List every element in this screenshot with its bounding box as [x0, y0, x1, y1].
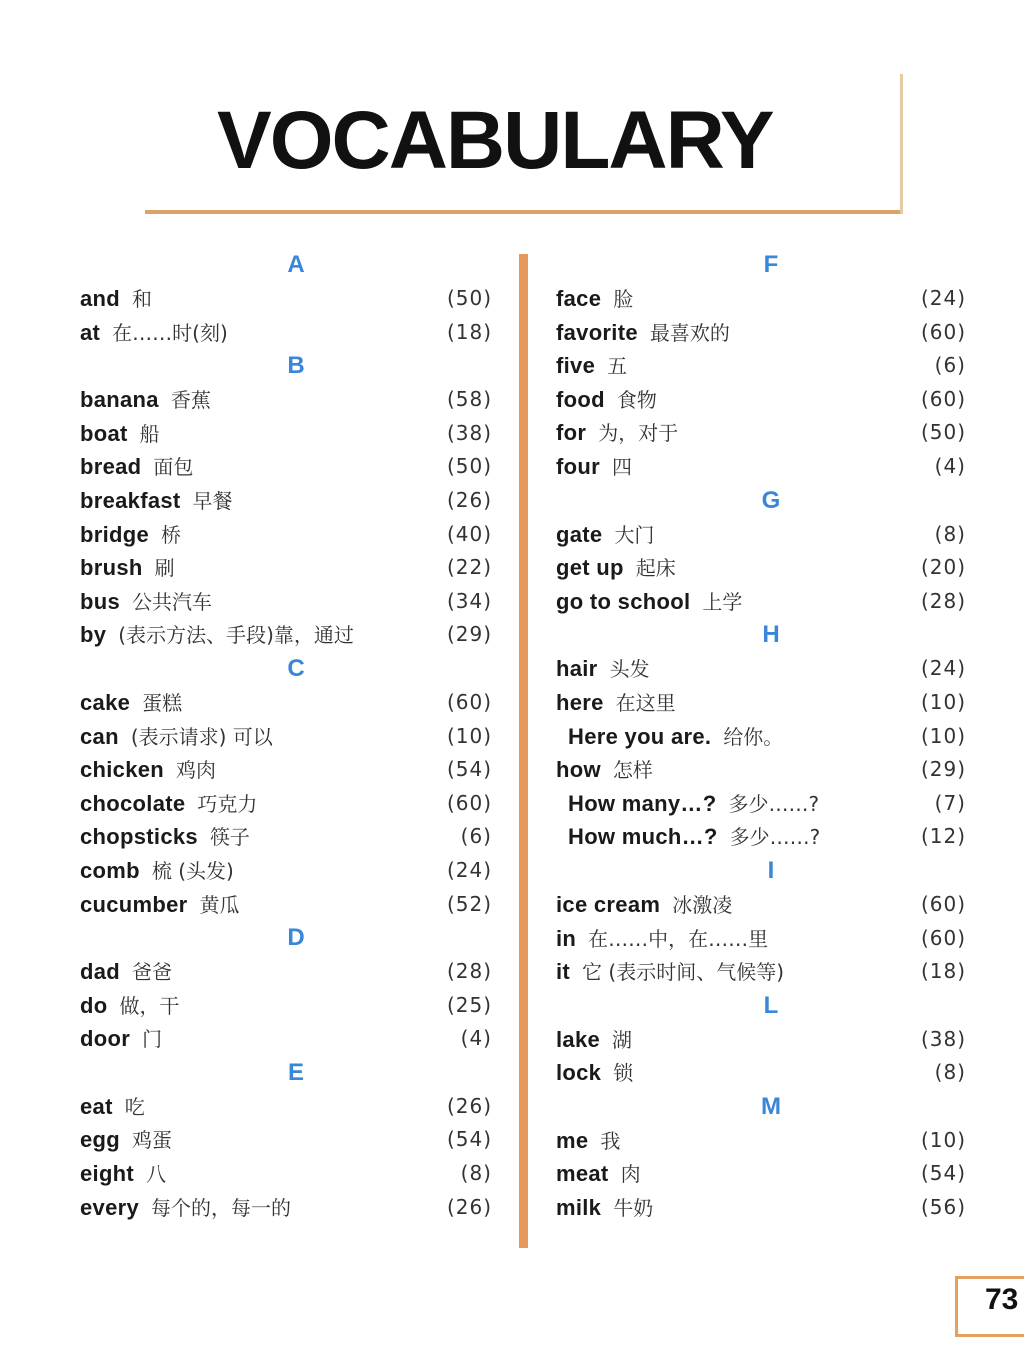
vocab-page-ref: (60)	[920, 319, 966, 344]
vocab-translation: 做，干	[119, 993, 180, 1018]
title-side-rule	[900, 74, 903, 214]
vocab-translation: 大门	[614, 522, 655, 547]
vocab-word: me	[556, 1127, 589, 1153]
vocab-page-ref: (52)	[446, 891, 492, 916]
vocab-entry	[80, 551, 492, 585]
vocab-word: comb	[80, 857, 140, 883]
vocab-translation: 锁	[613, 1061, 634, 1086]
vocab-word: get up	[556, 555, 624, 581]
vocab-translation: 给你。	[723, 724, 784, 749]
vocab-entry	[556, 585, 966, 619]
vocab-page-ref: (54)	[920, 1161, 966, 1186]
vocab-page-ref: (10)	[920, 723, 966, 748]
vocab-translation: 早餐	[192, 488, 233, 513]
vocab-page-ref: (50)	[446, 454, 492, 479]
vocab-page-ref: (24)	[446, 857, 492, 882]
vocab-translation: 梳 (头发)	[151, 858, 234, 883]
vocab-page-ref: (28)	[446, 959, 492, 984]
section-letter-i: I	[767, 856, 775, 884]
vocab-page-ref: (10)	[446, 723, 492, 748]
vocab-translation: 在……中，在……里	[588, 926, 769, 951]
vocab-page-ref: (10)	[920, 1127, 966, 1152]
section-letter-d: D	[287, 924, 305, 952]
vocab-page-ref: (6)	[934, 353, 966, 378]
vocab-word: lock	[556, 1060, 602, 1086]
vocab-translation: 吃	[124, 1094, 145, 1119]
vocab-word: chicken	[80, 757, 165, 783]
vocab-entry	[80, 484, 492, 518]
vocab-translation: 在……时(刻)	[112, 320, 228, 345]
vocab-entry	[80, 720, 492, 754]
vocab-translation: 为，对于	[598, 421, 679, 446]
vocab-entry	[556, 922, 966, 956]
vocab-entry	[556, 720, 966, 754]
vocab-page-ref: (8)	[460, 1161, 492, 1186]
vocab-page-ref: (50)	[920, 420, 966, 445]
vocab-page-ref: (34)	[446, 588, 492, 613]
vocab-entry	[80, 1090, 492, 1124]
vocab-word: meat	[556, 1161, 609, 1187]
vocab-word: banana	[80, 387, 159, 413]
vocab-word: here	[556, 689, 604, 715]
vocab-page-ref: (56)	[920, 1195, 966, 1220]
vocab-page-ref: (50)	[446, 286, 492, 310]
vocab-word: How many…?	[568, 790, 717, 816]
vocab-entry	[556, 383, 966, 417]
vocab-word: it	[556, 959, 571, 985]
vocab-translation: 巧克力	[197, 791, 258, 816]
vocab-entry	[556, 450, 966, 484]
vocab-translation: 门	[142, 1027, 163, 1052]
vocab-page-ref: (29)	[446, 622, 492, 647]
vocab-word: can	[80, 723, 119, 749]
vocab-entry	[80, 1191, 492, 1225]
vocab-entry	[80, 854, 492, 888]
vocab-page-ref: (25)	[446, 992, 492, 1017]
vocab-entry	[80, 417, 492, 451]
vocab-page-ref: (8)	[934, 521, 966, 546]
vocab-word: go to school	[556, 588, 691, 614]
vocab-entry	[556, 518, 966, 552]
vocab-word: four	[556, 453, 600, 479]
vocab-translation: 食物	[616, 387, 657, 412]
vocab-translation: 在这里	[615, 690, 676, 715]
vocab-page-ref: (60)	[920, 925, 966, 950]
vocab-word: hair	[556, 656, 598, 682]
vocab-word: for	[556, 420, 587, 446]
section-letter-e: E	[287, 1058, 304, 1086]
vocab-word: food	[556, 386, 605, 412]
section-letter-m: M	[761, 1092, 781, 1120]
vocab-page-ref: (38)	[446, 420, 492, 445]
vocab-translation: 黄瓜	[199, 892, 240, 917]
vocab-entry	[556, 316, 966, 350]
vocab-word: cake	[80, 689, 131, 715]
vocab-entry	[80, 888, 492, 922]
vocab-translation: 蛋糕	[142, 690, 183, 715]
vocab-page-ref: (26)	[446, 487, 492, 512]
vocab-translation: 每个的，每一的	[151, 1195, 292, 1220]
vocab-entry	[80, 316, 492, 350]
vocab-word: do	[80, 992, 108, 1018]
vocab-word: in	[556, 925, 577, 951]
vocab-entry	[80, 518, 492, 552]
vocab-page-ref: (20)	[920, 555, 966, 580]
vocab-entry	[556, 1056, 966, 1090]
vocab-word: and	[80, 286, 121, 311]
vocab-entry	[556, 1191, 966, 1225]
vocab-translation: 它 (表示时间、气候等)	[582, 960, 785, 985]
vocab-entry	[556, 820, 966, 854]
vocab-entry	[80, 1157, 492, 1191]
vocab-word: every	[80, 1194, 140, 1220]
vocab-entry	[556, 416, 966, 450]
vocab-page-ref: (40)	[446, 521, 492, 546]
vocab-page-ref: (60)	[920, 386, 966, 411]
vocab-entry	[80, 820, 492, 854]
vocab-page-ref: (38)	[920, 1026, 966, 1051]
vocab-page-ref: (12)	[920, 824, 966, 849]
vocab-entry	[556, 686, 966, 720]
vocab-translation: 五	[607, 354, 628, 379]
vocab-word: brush	[80, 555, 143, 581]
vocab-translation: 公共汽车	[132, 589, 213, 614]
section-letter-c: C	[287, 654, 305, 682]
vocab-translation: 上学	[702, 589, 743, 614]
vocab-word: bridge	[80, 521, 150, 547]
vocab-word: bus	[80, 588, 121, 614]
vocab-page-ref: (60)	[920, 891, 966, 916]
vocab-word: gate	[556, 521, 603, 547]
left-column	[80, 248, 492, 1224]
vocab-translation: 头发	[609, 657, 650, 682]
vocab-page-ref: (60)	[446, 689, 492, 714]
vocab-page-ref: (8)	[934, 1060, 966, 1085]
vocab-page-ref: (18)	[920, 959, 966, 984]
vocab-entry	[556, 1023, 966, 1057]
vocab-word: how	[556, 757, 601, 783]
vocab-entry	[80, 686, 492, 720]
vocab-word: favorite	[556, 319, 638, 345]
vocab-entry	[80, 618, 492, 652]
vocab-page-ref: (4)	[934, 453, 966, 478]
vocab-translation: (表示方法、手段)靠，通过	[118, 623, 354, 648]
vocab-word: egg	[80, 1127, 121, 1153]
vocab-translation: 鸡蛋	[132, 1128, 173, 1153]
vocab-entry	[80, 585, 492, 619]
vocab-entry	[556, 652, 966, 686]
vocab-word: cucumber	[80, 891, 188, 917]
vocab-translation: 怎样	[612, 758, 653, 783]
vocab-page-ref: (54)	[446, 757, 492, 782]
vocab-translation: 香蕉	[170, 388, 211, 413]
vocab-translation: 筷子	[209, 825, 250, 850]
vocab-page-ref: (18)	[446, 319, 492, 344]
vocab-entry	[556, 551, 966, 585]
section-letter-b: B	[287, 352, 305, 380]
vocab-translation: 我	[600, 1128, 621, 1153]
vocab-word: lake	[556, 1026, 601, 1052]
vocab-translation: (表示请求) 可以	[130, 724, 273, 749]
vocab-translation: 起床	[635, 556, 676, 581]
right-column	[556, 248, 966, 1225]
vocab-translation: 船	[139, 421, 160, 446]
section-letter-h: H	[762, 621, 780, 649]
vocab-page-ref: (4)	[460, 1026, 492, 1051]
vocab-word: Here you are.	[568, 723, 712, 749]
page-number: 73	[985, 1283, 1019, 1316]
vocab-page-ref: (29)	[920, 757, 966, 782]
vocab-translation: 脸	[613, 287, 634, 311]
vocab-word: How much…?	[568, 824, 718, 850]
vocab-translation: 最喜欢的	[649, 320, 730, 345]
section-letter-g: G	[761, 486, 781, 514]
vocab-translation: 多少……?	[728, 791, 820, 816]
vocab-translation: 八	[146, 1162, 167, 1187]
section-letter-f: F	[763, 251, 779, 278]
vocab-translation: 鸡肉	[176, 758, 217, 783]
vocab-word: by	[80, 622, 107, 648]
vocab-entry	[556, 349, 966, 383]
vocab-page-ref: (22)	[446, 555, 492, 580]
page-title: VOCABULARY	[217, 95, 773, 186]
vocab-translation: 牛奶	[613, 1196, 654, 1221]
vocab-entry	[556, 1124, 966, 1158]
vocab-entry	[80, 787, 492, 821]
vocab-page-ref: (26)	[446, 1194, 492, 1219]
vocab-translation: 桥	[161, 522, 182, 547]
vocab-word: eight	[80, 1161, 135, 1187]
vocab-word: at	[80, 319, 101, 345]
vocab-word: eat	[80, 1093, 113, 1119]
vocab-entry	[556, 282, 966, 316]
vocab-page-ref: (6)	[460, 824, 492, 849]
vocab-entry	[556, 787, 966, 821]
vocab-translation: 冰激凌	[672, 892, 733, 917]
vocab-entry	[80, 989, 492, 1023]
vocab-entry	[556, 753, 966, 787]
vocab-translation: 多少……?	[729, 825, 821, 850]
vocab-word: milk	[556, 1195, 602, 1221]
vocab-entry	[80, 955, 492, 989]
vocab-entry	[556, 888, 966, 922]
vocab-word: five	[556, 353, 596, 379]
vocab-page-ref: (28)	[920, 588, 966, 613]
vocab-page-ref: (26)	[446, 1093, 492, 1118]
vocab-entry	[80, 1022, 492, 1056]
column-divider	[519, 254, 528, 1248]
vocab-page-ref: (60)	[446, 790, 492, 815]
title-underline	[145, 210, 903, 214]
vocab-page-ref: (7)	[934, 790, 966, 815]
vocab-page-ref: (24)	[920, 656, 966, 681]
vocab-entry	[80, 383, 492, 417]
vocab-word: chopsticks	[80, 824, 198, 850]
vocab-translation: 面包	[153, 455, 194, 480]
section-letter-l: L	[763, 991, 779, 1019]
title-banner	[145, 74, 903, 214]
vocab-entry	[556, 955, 966, 989]
vocab-page-ref: (58)	[446, 387, 492, 412]
vocab-word: door	[80, 1026, 131, 1052]
vocab-entry	[80, 1123, 492, 1157]
vocab-word: breakfast	[80, 487, 181, 513]
vocab-entry	[80, 753, 492, 787]
vocab-translation: 刷	[154, 556, 175, 581]
vocab-word: dad	[80, 959, 121, 985]
vocab-entry	[80, 282, 492, 316]
vocab-translation: 四	[611, 454, 632, 479]
vocab-translation: 爸爸	[132, 960, 173, 985]
vocab-page-ref: (10)	[920, 689, 966, 714]
vocab-entry	[556, 1157, 966, 1191]
vocab-page-ref: (24)	[920, 286, 966, 310]
vocab-entry	[80, 450, 492, 484]
vocab-word: chocolate	[80, 790, 186, 816]
vocab-word: face	[556, 286, 602, 311]
vocab-translation: 湖	[612, 1027, 633, 1052]
vocab-page-ref: (54)	[446, 1127, 492, 1152]
section-letter-a: A	[287, 251, 305, 278]
vocab-word: boat	[80, 420, 128, 446]
vocab-word: ice cream	[556, 891, 661, 917]
vocab-translation: 肉	[620, 1162, 641, 1187]
vocab-translation: 和	[132, 287, 153, 311]
vocab-word: bread	[80, 454, 142, 480]
